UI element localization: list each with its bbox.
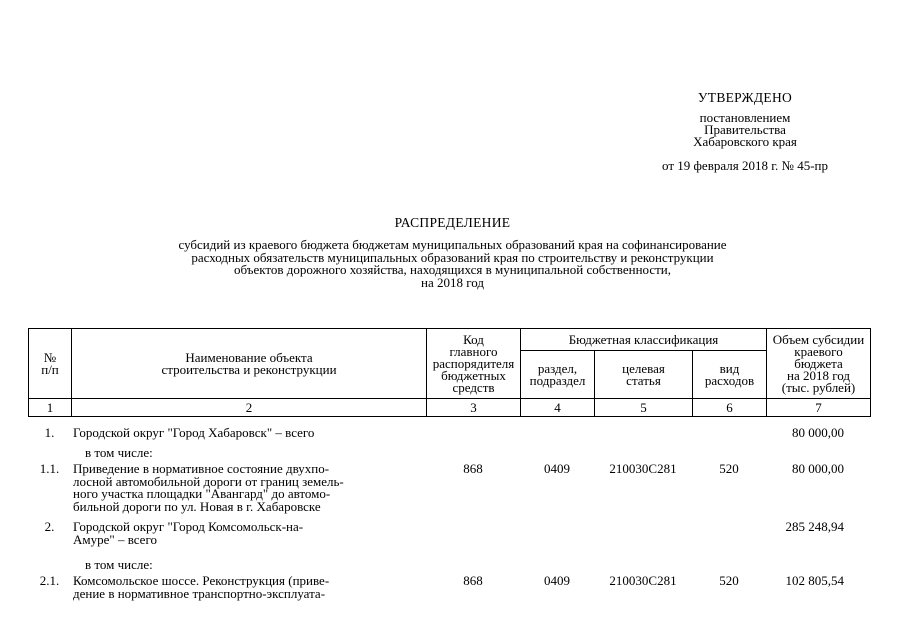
row-volume: 80 000,00 bbox=[792, 425, 844, 440]
row-name-line: лосной автомобильной дороги от границ земель- bbox=[73, 473, 344, 489]
approval-block bbox=[640, 90, 850, 174]
row-expense bbox=[692, 427, 766, 447]
row-section: 0409 bbox=[544, 573, 570, 588]
row-volume: 102 805,54 bbox=[785, 573, 844, 588]
header-section: раздел, подраздел bbox=[521, 351, 595, 399]
document-title: РАСПРЕДЕЛЕНИЕ bbox=[394, 215, 511, 230]
approval-line: постановлением bbox=[699, 110, 791, 125]
col-number: 2 bbox=[72, 399, 427, 417]
row-code: 868 bbox=[463, 461, 483, 476]
subtitle-line: субсидий из краевого бюджета бюджетам муниципальных образований края на софинансирование bbox=[178, 237, 727, 252]
approval-title: УТВЕРЖДЕНО bbox=[697, 90, 793, 105]
row-number: 2.1. bbox=[39, 573, 60, 588]
row-name-line: дение в нормативное транспортно-эксплуата- bbox=[73, 585, 326, 601]
row-name bbox=[71, 575, 426, 605]
col-number: 4 bbox=[521, 399, 595, 417]
document-subtitle bbox=[100, 239, 805, 289]
header-budget-class: Бюджетная классификация bbox=[521, 329, 767, 351]
row-name-line: Приведение в нормативное состояние двухпо- bbox=[73, 461, 330, 476]
table-body bbox=[28, 427, 870, 605]
header-target: целевая статья bbox=[595, 351, 693, 399]
row-number: 2. bbox=[44, 519, 55, 534]
row-section: 0409 bbox=[544, 461, 570, 476]
subtitle-line: расходных обязательств муниципальных образований края по строительству и реконструкции bbox=[191, 249, 714, 265]
table-row bbox=[28, 521, 870, 559]
row-code: 868 bbox=[463, 573, 483, 588]
approval-line: Хабаровского края bbox=[693, 134, 797, 149]
row-expense: 520 bbox=[719, 461, 739, 476]
table-row bbox=[28, 427, 870, 447]
row-target: 210030С281 bbox=[609, 573, 677, 588]
subtitle-line: объектов дорожного хозяйства, находящихся в муниципальной собственности, bbox=[233, 262, 672, 277]
header-volume: Объем субсидии краевого бюджета на 2018 год (тыс. рублей) bbox=[767, 329, 871, 399]
col-number: 1 bbox=[29, 399, 72, 417]
col-number: 6 bbox=[693, 399, 767, 417]
table-row bbox=[28, 463, 870, 521]
row-name bbox=[71, 521, 426, 559]
row-target bbox=[594, 427, 692, 447]
header-num: № п/п bbox=[29, 329, 72, 399]
row-name bbox=[71, 427, 426, 447]
col-number: 3 bbox=[427, 399, 521, 417]
row-name bbox=[71, 463, 426, 521]
header-expense: вид расходов bbox=[693, 351, 767, 399]
row-target bbox=[594, 521, 692, 559]
approval-date: от 19 февраля 2018 г. № 45-пр bbox=[662, 158, 828, 173]
row-name-line: в том числе: bbox=[85, 557, 153, 572]
table-header bbox=[28, 328, 871, 417]
row-name-line: Комсомольское шоссе. Реконструкция (приве- bbox=[73, 573, 330, 588]
subtitle-line: на 2018 год bbox=[421, 274, 484, 290]
row-volume: 80 000,00 bbox=[792, 461, 844, 476]
row-expense bbox=[692, 521, 766, 559]
header-name: Наименование объекта строительства и реконструкции bbox=[72, 329, 427, 399]
row-number: 1.1. bbox=[39, 461, 60, 476]
table-row bbox=[28, 575, 870, 605]
row-expense: 520 bbox=[719, 573, 739, 588]
row-name-line: бильной дороги по ул. Новая в г. Хабаровске bbox=[73, 498, 321, 514]
row-target: 210030С281 bbox=[609, 461, 677, 476]
row-code bbox=[426, 427, 520, 447]
col-number: 5 bbox=[595, 399, 693, 417]
row-name-line: Амуре" – всего bbox=[73, 531, 157, 547]
row-name-line: Городской округ "Город Хабаровск" – всего bbox=[73, 425, 315, 440]
header-code: Код главного распорядителя бюджетных средств bbox=[427, 329, 521, 399]
approval-line: Правительства bbox=[704, 122, 786, 137]
row-number: 1. bbox=[44, 425, 55, 440]
col-number: 7 bbox=[767, 399, 871, 417]
row-section bbox=[520, 521, 594, 559]
row-section bbox=[520, 427, 594, 447]
row-name-line: Городской округ "Город Комсомольск-на- bbox=[73, 519, 304, 534]
row-code bbox=[426, 521, 520, 559]
row-name-line: ного участка площадки "Авангард" до автомо- bbox=[73, 486, 331, 501]
row-name-line: в том числе: bbox=[85, 445, 153, 460]
row-volume: 285 248,94 bbox=[785, 519, 844, 534]
